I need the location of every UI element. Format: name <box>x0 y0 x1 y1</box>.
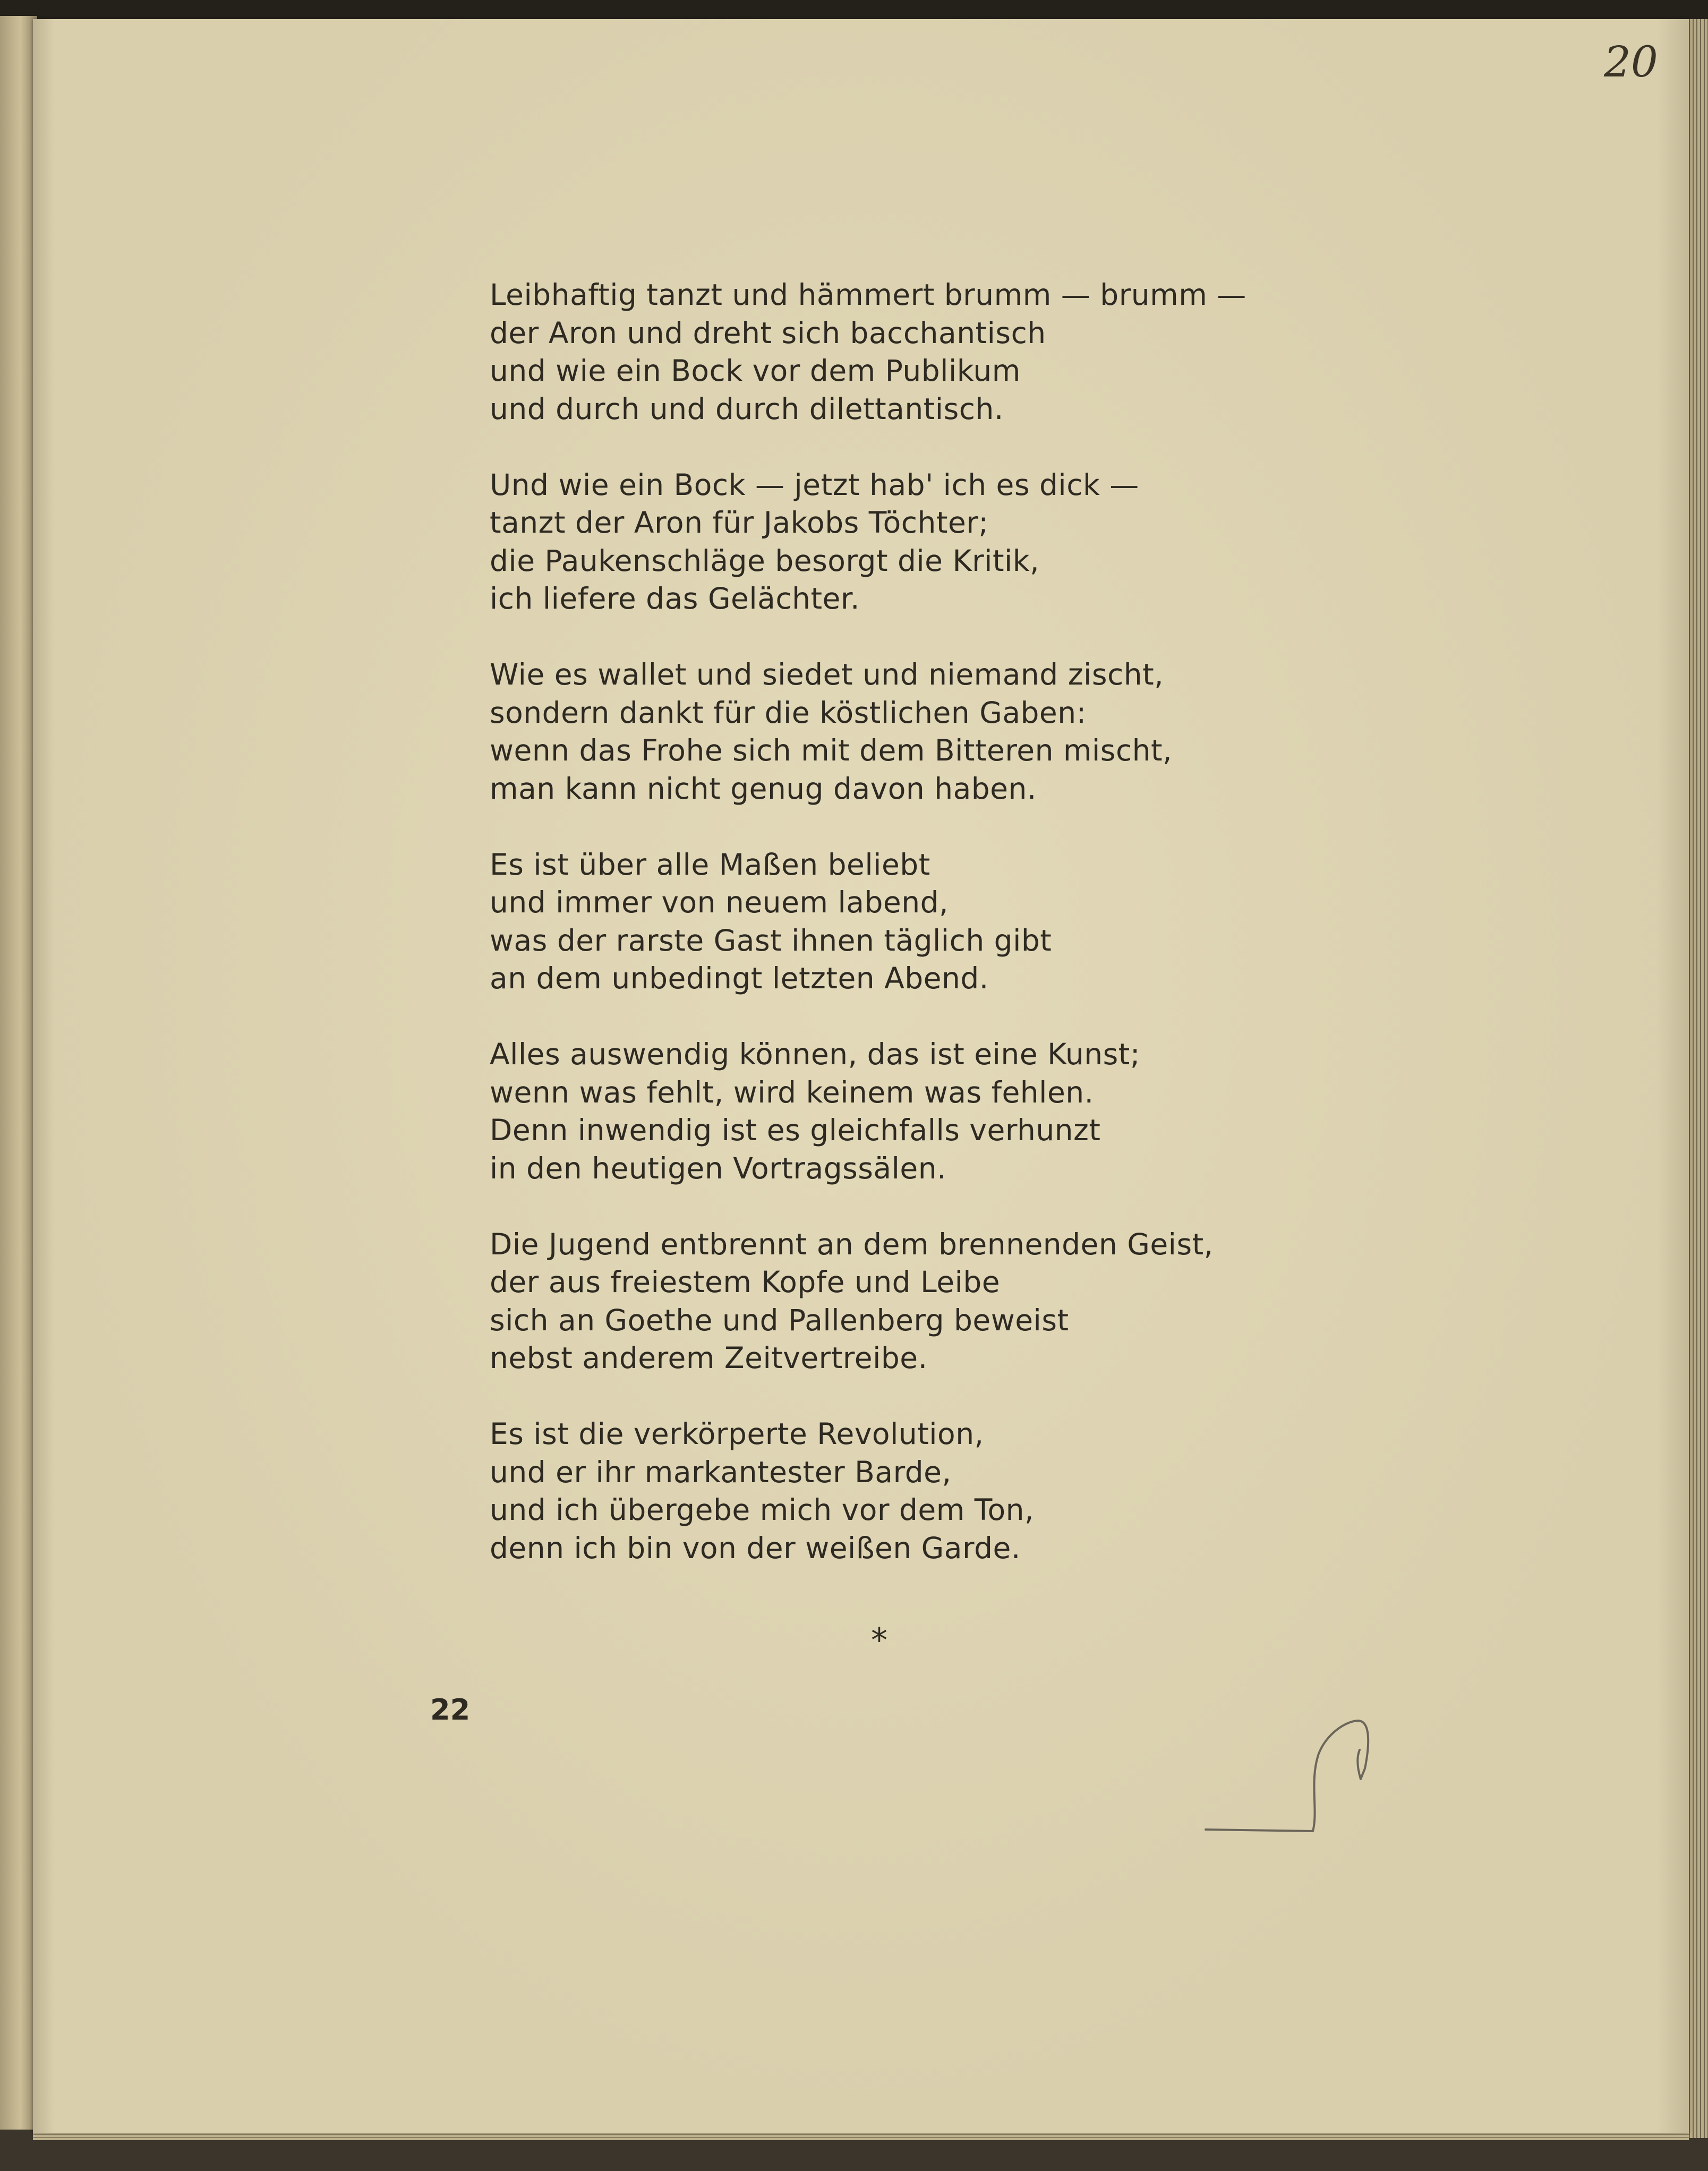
poem-line: und er ihr markantester Barde, <box>490 1455 952 1489</box>
stanza-1 <box>490 276 1339 428</box>
poem-line: Wie es wallet und siedet und niemand zischt, <box>490 657 1164 691</box>
poem-line: die Paukenschläge besorgt die Kritik, <box>490 543 1040 578</box>
poem-line: Und wie ein Bock — jetzt hab' ich es dick — <box>490 467 1139 502</box>
poem-text <box>490 276 1339 1605</box>
poem-line: wenn das Frohe sich mit dem Bitteren mischt, <box>490 733 1173 767</box>
stanza-5 <box>490 1036 1339 1187</box>
poem-line: Es ist die verkörperte Revolution, <box>490 1417 984 1451</box>
poem-line: was der rarste Gast ihnen täglich gibt <box>490 923 1052 958</box>
poem-line: Alles auswendig können, das ist eine Kunst; <box>490 1037 1140 1071</box>
poem-line: in den heutigen Vortragssälen. <box>490 1151 947 1185</box>
stanza-3 <box>490 656 1339 808</box>
section-asterisk: * <box>871 1621 887 1660</box>
poem-line: Leibhaftig tanzt und hämmert brumm — brumm — <box>490 278 1246 312</box>
poem-line: wenn was fehlt, wird keinem was fehlen. <box>490 1075 1094 1109</box>
poem-line: und immer von neuem labend, <box>490 885 949 919</box>
poem-line: ich liefere das Gelächter. <box>490 582 860 616</box>
poem-line: sondern dankt für die köstlichen Gaben: <box>490 695 1087 730</box>
poem-line: der aus freiestem Kopfe und Leibe <box>490 1265 1001 1299</box>
poem-line: Die Jugend entbrennt an dem brennenden Geist, <box>490 1227 1214 1261</box>
poem-line: der Aron und dreht sich bacchantisch <box>490 315 1046 350</box>
poem-line: denn ich bin von der weißen Garde. <box>490 1531 1021 1565</box>
scan-border-top <box>0 0 1708 19</box>
stanza-7 <box>490 1415 1339 1567</box>
poem-line: und durch und durch dilettantisch. <box>490 391 1004 426</box>
poem-line: man kann nicht genug davon haben. <box>490 771 1037 806</box>
poem-line: an dem unbedingt letzten Abend. <box>490 961 989 995</box>
poem-line: tanzt der Aron für Jakobs Töchter; <box>490 506 989 540</box>
stanza-2 <box>490 466 1339 618</box>
stanza-6 <box>490 1226 1339 1378</box>
poem-line: Es ist über alle Maßen beliebt <box>490 847 930 882</box>
poem-line: sich an Goethe und Pallenberg beweist <box>490 1303 1069 1337</box>
poem-line: und wie ein Bock vor dem Publikum <box>490 354 1021 388</box>
stanza-4 <box>490 846 1339 998</box>
handwritten-folio-number: 20 <box>1604 37 1658 87</box>
poem-line: Denn inwendig ist es gleichfalls verhunzt <box>490 1113 1101 1147</box>
poem-line: nebst anderem Zeitvertreibe. <box>490 1341 928 1375</box>
binding-edge <box>0 16 37 2130</box>
page-number: 22 <box>430 1693 471 1726</box>
poem-line: und ich übergebe mich vor dem Ton, <box>490 1493 1034 1527</box>
pencil-mark-icon <box>1200 1683 1391 1843</box>
